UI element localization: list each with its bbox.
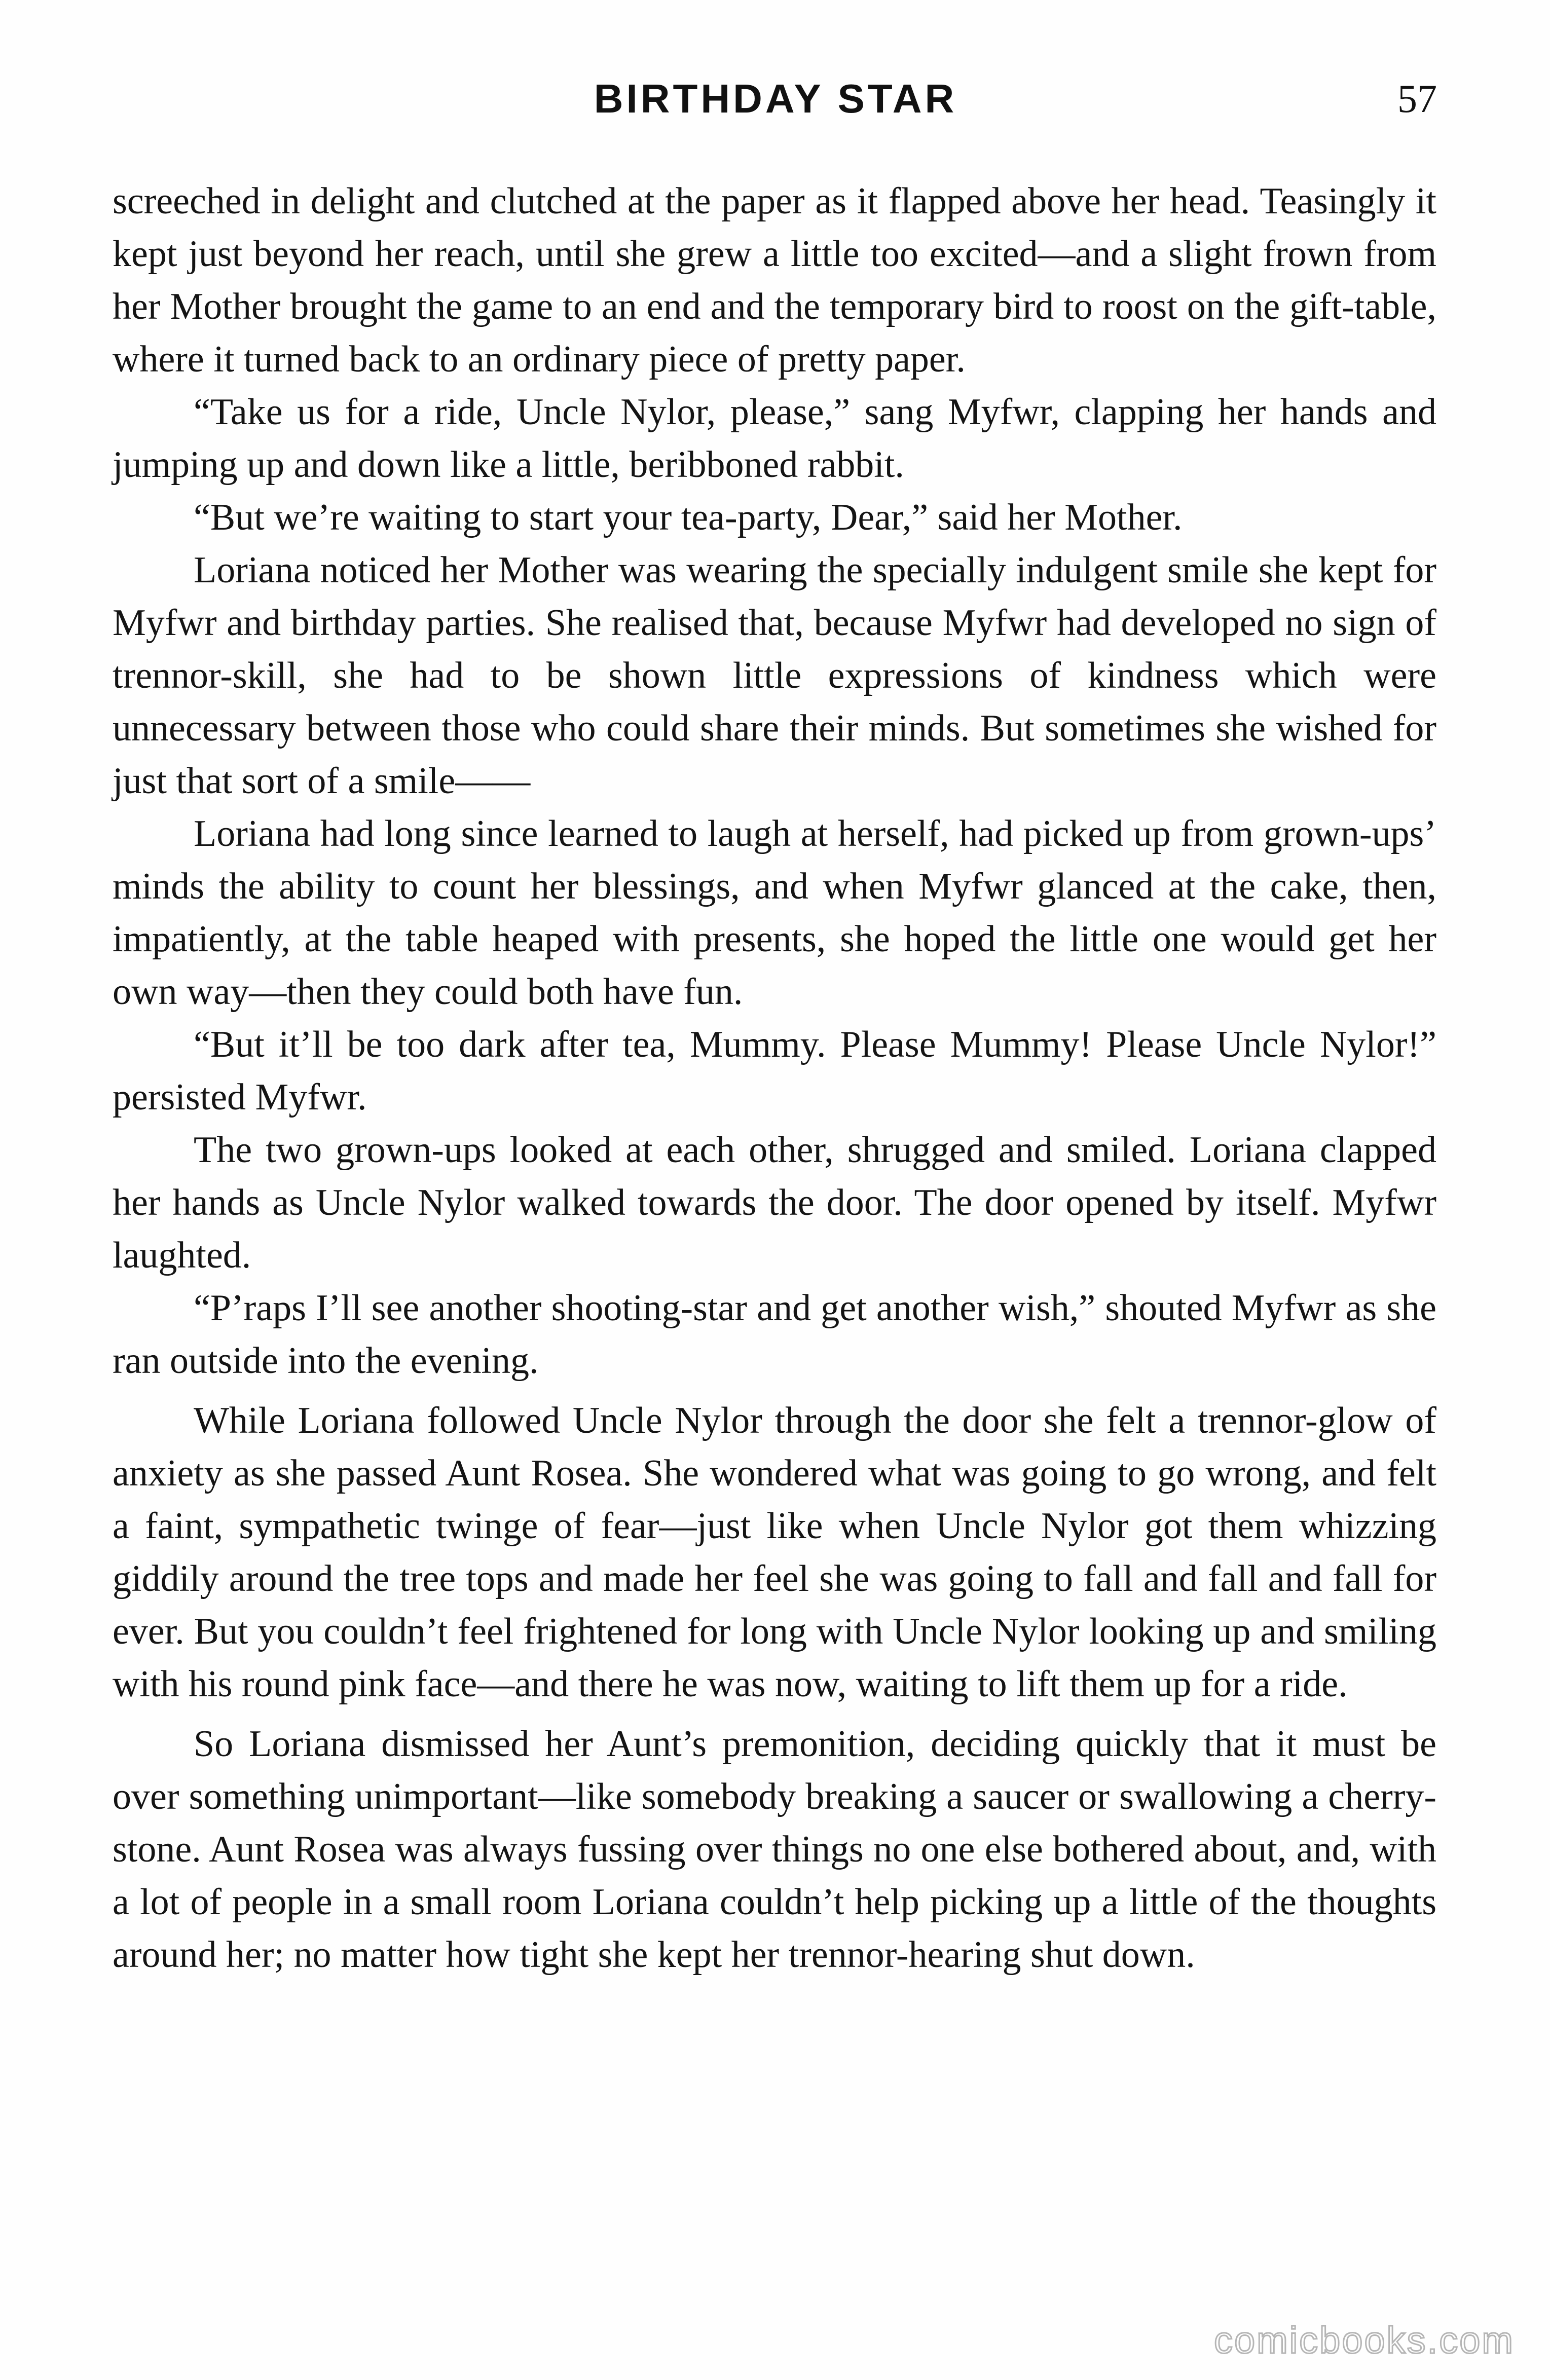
page-number: 57 [1397, 77, 1437, 121]
paragraph: Loriana noticed her Mother was wearing the specially indulgent smile she kept for Myfwr and birthday parties. She realised that, because Myfwr had developed no sign of trennor-skill, she had to be shown little expressions of kindness which were unnecessary between those who could share their minds. But sometimes she wished for just that sort of a smile—— [113, 549, 1436, 802]
paragraph: The two grown-ups looked at each other, shrugged and smiled. Loriana clapped her hands as Uncle Nylor walked towards the door. The door opened by itself. Myfwr laughted. [113, 1129, 1436, 1276]
running-title: BIRTHDAY STAR [594, 76, 957, 121]
paragraph: “But we’re waiting to start your tea-party, Dear,” said her Mother. [194, 497, 1183, 538]
watermark: comicbooks.com [1213, 2319, 1515, 2361]
paragraph: So Loriana dismissed her Aunt’s premonition, deciding quickly that it must be over something unimportant—like somebody breaking a saucer or swallowing a cherry-stone. Aunt Rosea was always fussing over things no one else bothered about, and, with a lot of people in a small room Loriana couldn’t help picking up a little of the thoughts around her; no matter how tight she kept her trennor-hearing shut down. [113, 1723, 1436, 1976]
paragraph: Loriana had long since learned to laugh at herself, had picked up from grown-ups’ minds the ability to count her blessings, and when Myfwr glanced at the cake, then, impatiently, at the table heaped with presents, she hoped the little one would get her own way—then they could both have fun. [113, 813, 1436, 1013]
paragraph: “P’raps I’ll see another shooting-star and get another wish,” shouted Myfwr as she ran outside into the evening. [113, 1287, 1436, 1382]
paragraph-continuation: screeched in delight and clutched at the paper as it flapped above her head. Teasingly it kept just beyond her reach, until she grew a little too excited—and a slight frown from her Mother brought the game to an end and the temporary bird to roost on the gift-table, where it turned back to an ordinary piece of pretty paper. [113, 180, 1436, 380]
page-header [114, 71, 1437, 127]
body-text [113, 175, 1436, 1981]
paragraph: “But it’ll be too dark after tea, Mummy. Please Mummy! Please Uncle Nylor!” persisted Myfwr. [113, 1024, 1436, 1118]
paragraph: While Loriana followed Uncle Nylor through the door she felt a trennor-glow of anxiety as she passed Aunt Rosea. She wondered what was going to go wrong, and felt a faint, sympathetic twinge of fear—just like when Uncle Nylor got them whizzing giddily around the tree tops and made her feel she was going to fall and fall and fall for ever. But you couldn’t feel frightened for long with Uncle Nylor looking up and smiling with his round pink face—and there he was now, waiting to lift them up for a ride. [113, 1400, 1436, 1705]
paragraph: “Take us for a ride, Uncle Nylor, please,” sang Myfwr, clapping her hands and jumping up and down like a little, beribboned rabbit. [113, 391, 1436, 486]
